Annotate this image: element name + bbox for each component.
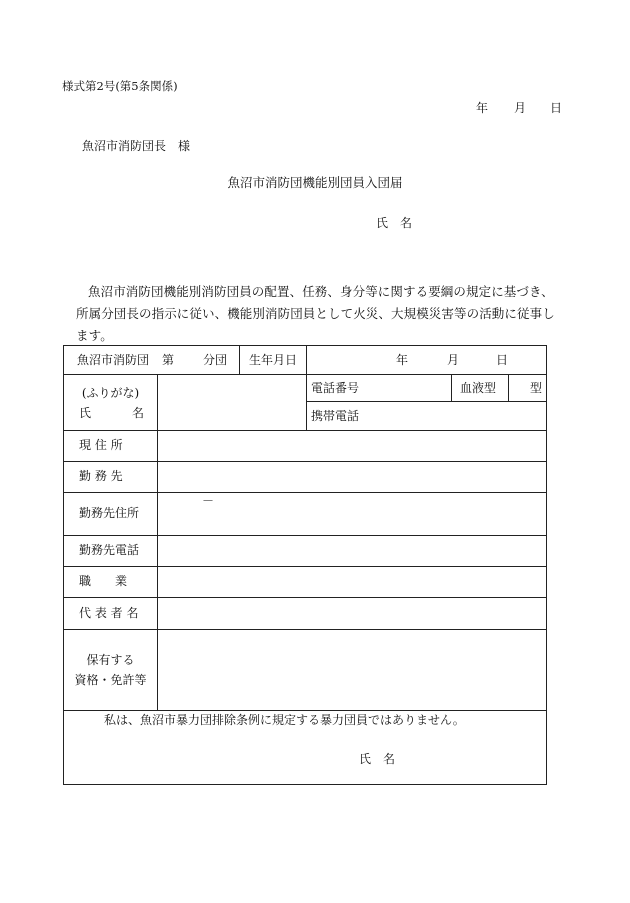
work-phone-label: 勤務先電話	[79, 543, 140, 557]
row-divider	[64, 430, 546, 431]
row-divider	[64, 374, 546, 375]
declaration-text: 私は、魚沼市暴力団排除条例に規定する暴力団員ではありません。	[104, 713, 465, 727]
birth-year-label: 年	[396, 353, 409, 367]
row-divider	[64, 461, 546, 462]
row-divider	[64, 710, 546, 711]
name-label-first: 氏	[79, 406, 92, 420]
row-divider	[64, 535, 546, 536]
signature-name-label: 氏 名	[359, 752, 396, 766]
document-title: 魚沼市消防団機能別団員入団届	[227, 175, 403, 190]
row-divider	[64, 629, 546, 630]
brigade-bunden: 分団	[203, 353, 228, 367]
row-divider	[64, 566, 546, 567]
qualifications-label-line2: 資格・免許等	[74, 673, 147, 687]
col-divider	[451, 374, 452, 401]
phone-label: 電話番号	[311, 381, 360, 395]
date-month-label: 月	[514, 101, 527, 115]
brigade-label: 魚沼市消防団	[77, 353, 150, 367]
furigana-label: (ふりがな)	[81, 386, 140, 400]
birth-month-label: 月	[447, 353, 460, 367]
row-divider	[64, 597, 546, 598]
birth-day-label: 日	[496, 353, 509, 367]
col-divider	[508, 374, 509, 401]
blood-type-suffix: 型	[530, 381, 543, 395]
occupation-label: 職 業	[79, 574, 128, 588]
address-label: 現 住 所	[79, 438, 123, 452]
col-divider	[239, 346, 240, 374]
form-number: 様式第2号(第5条関係)	[62, 79, 178, 93]
row-divider	[64, 492, 546, 493]
representative-label: 代 表 者 名	[79, 606, 139, 620]
row-divider	[306, 401, 546, 402]
col-divider	[157, 374, 158, 710]
application-form-table	[63, 345, 547, 785]
col-divider	[306, 346, 307, 430]
addressee: 魚沼市消防団長 様	[82, 139, 191, 153]
work-address-label: 勤務先住所	[79, 506, 140, 520]
blood-type-label: 血液型	[460, 381, 497, 395]
date-day-label: 日	[550, 101, 563, 115]
brigade-dai: 第	[162, 353, 175, 367]
applicant-name-label: 氏 名	[376, 216, 413, 230]
workplace-label: 勤 務 先	[79, 469, 123, 483]
body-statement: 魚沼市消防団機能別消防団員の配置、任務、身分等に関する要綱の規定に基づき、所属分団長の指示に従い、機能別消防団員として火災、大規模災害等の活動に従事します。	[76, 283, 555, 343]
name-label-second: 名	[132, 406, 145, 420]
qualifications-label-line1: 保有する	[86, 653, 135, 667]
birthdate-label: 生年月日	[249, 353, 298, 367]
postal-code-dash: －	[202, 494, 215, 508]
date-year-label: 年	[476, 101, 489, 115]
mobile-label: 携帯電話	[311, 409, 360, 423]
